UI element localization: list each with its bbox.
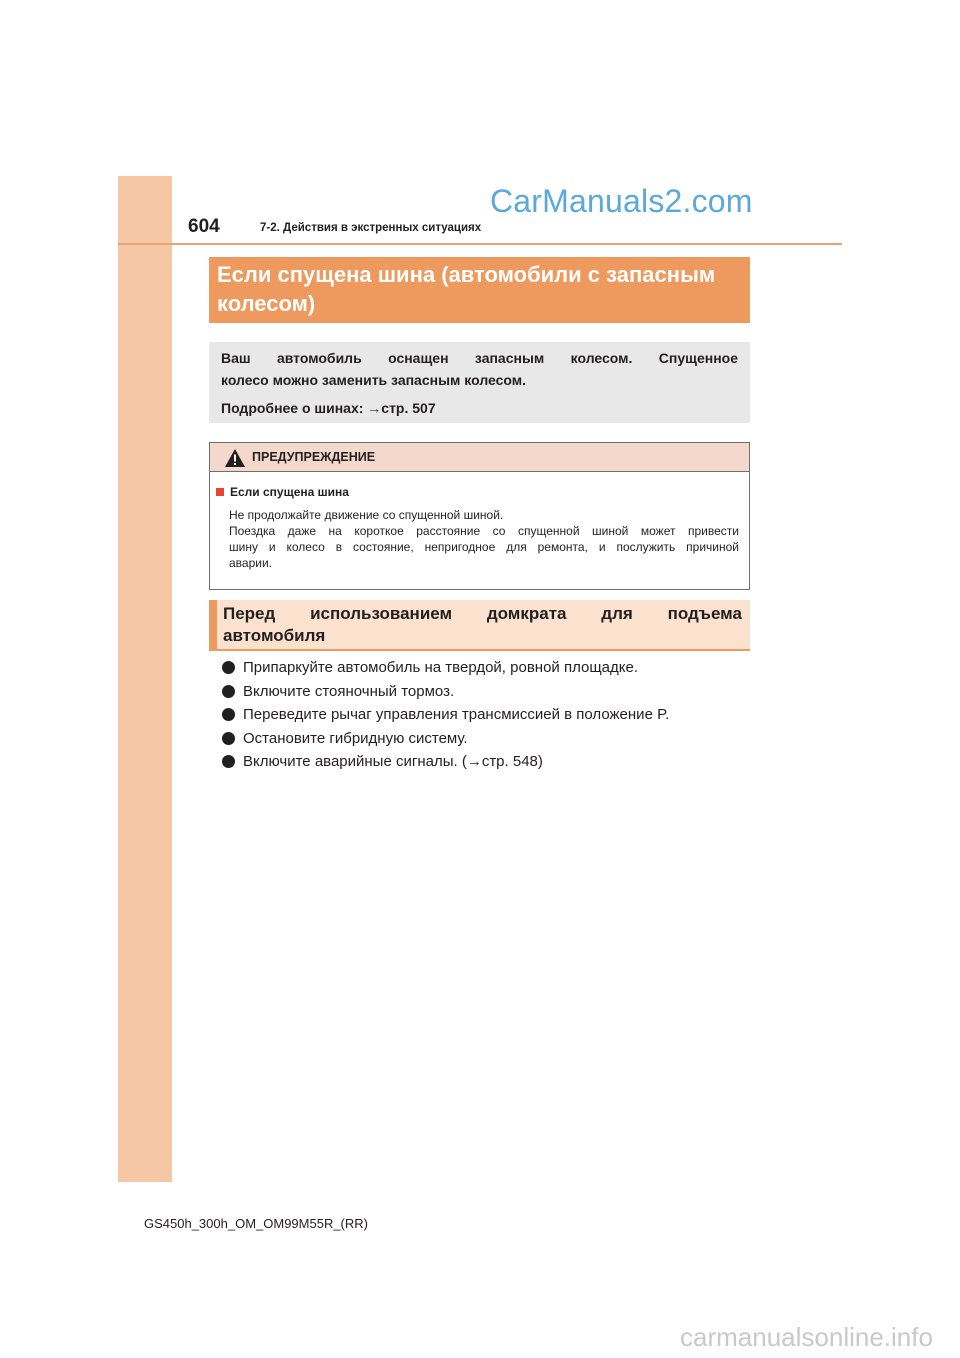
warning-line-4: аварии. [229,556,273,570]
warning-text [229,507,739,571]
section-title: 7-2. Действия в экстренных ситуациях [260,222,482,234]
page-number: 604 [188,216,220,237]
warning-subheading-text: Если спущена шина [230,485,349,499]
bullet-dot-icon [222,732,235,745]
side-tab-bar [118,176,172,1182]
subsection-accent-bar [209,600,217,649]
watermark-logo: CarManuals2.com [490,183,753,219]
warning-line-1: Не продолжайте движение со спущенной шиной. [229,508,504,522]
bullet-dot-icon [222,755,235,768]
header-divider [118,243,842,245]
bullet-dot-icon [222,685,235,698]
page-title [209,257,750,323]
list-item: Включите аварийные сигналы. (→стр. 548) [222,750,750,774]
subsection-heading-text [223,603,742,647]
bullet-dot-icon [222,708,235,721]
subsection-line-2: автомобиля [223,626,326,645]
warning-heading: ПРЕДУПРЕЖДЕНИЕ [252,450,376,464]
bullet-list [222,656,750,774]
subsection-heading [209,600,750,651]
warning-triangle-icon [224,448,246,468]
list-item: Припаркуйте автомобиль на твердой, ровной площадке. [222,656,750,680]
list-item: Остановите гибридную систему. [222,727,750,751]
red-square-icon [216,488,224,496]
warning-header [210,443,749,472]
list-item: Включите стояночный тормоз. [222,680,750,704]
warning-line-3: шину и колесо в состояние, непригодное для ремонта, и послужить причиной [229,540,739,554]
intro-line-1: Ваш автомобиль оснащен запасным колесом. Спущенное [221,350,738,366]
footer-watermark: carmanualsonline.info [680,1322,933,1352]
subsection-line-1: Перед использованием домкрата для подъема [223,604,742,623]
intro-box [209,342,750,423]
warning-box [209,442,750,590]
warning-line-2: Поездка даже на короткое расстояние со спущенной шиной может привести [229,524,739,538]
intro-line-3: Подробнее о шинах: →стр. 507 [221,400,436,416]
warning-subheading [216,485,349,499]
bullet-dot-icon [222,661,235,674]
page-title-line-2: колесом) [217,291,316,316]
list-item: Переведите рычаг управления трансмиссией в положение P. [222,703,750,727]
footer-code: GS450h_300h_OM_OM99M55R_(RR) [144,1216,368,1231]
intro-line-2: колесо можно заменить запасным колесом. [221,372,527,388]
page-title-line-1: Если спущена шина (автомобили с запасным [217,262,716,287]
